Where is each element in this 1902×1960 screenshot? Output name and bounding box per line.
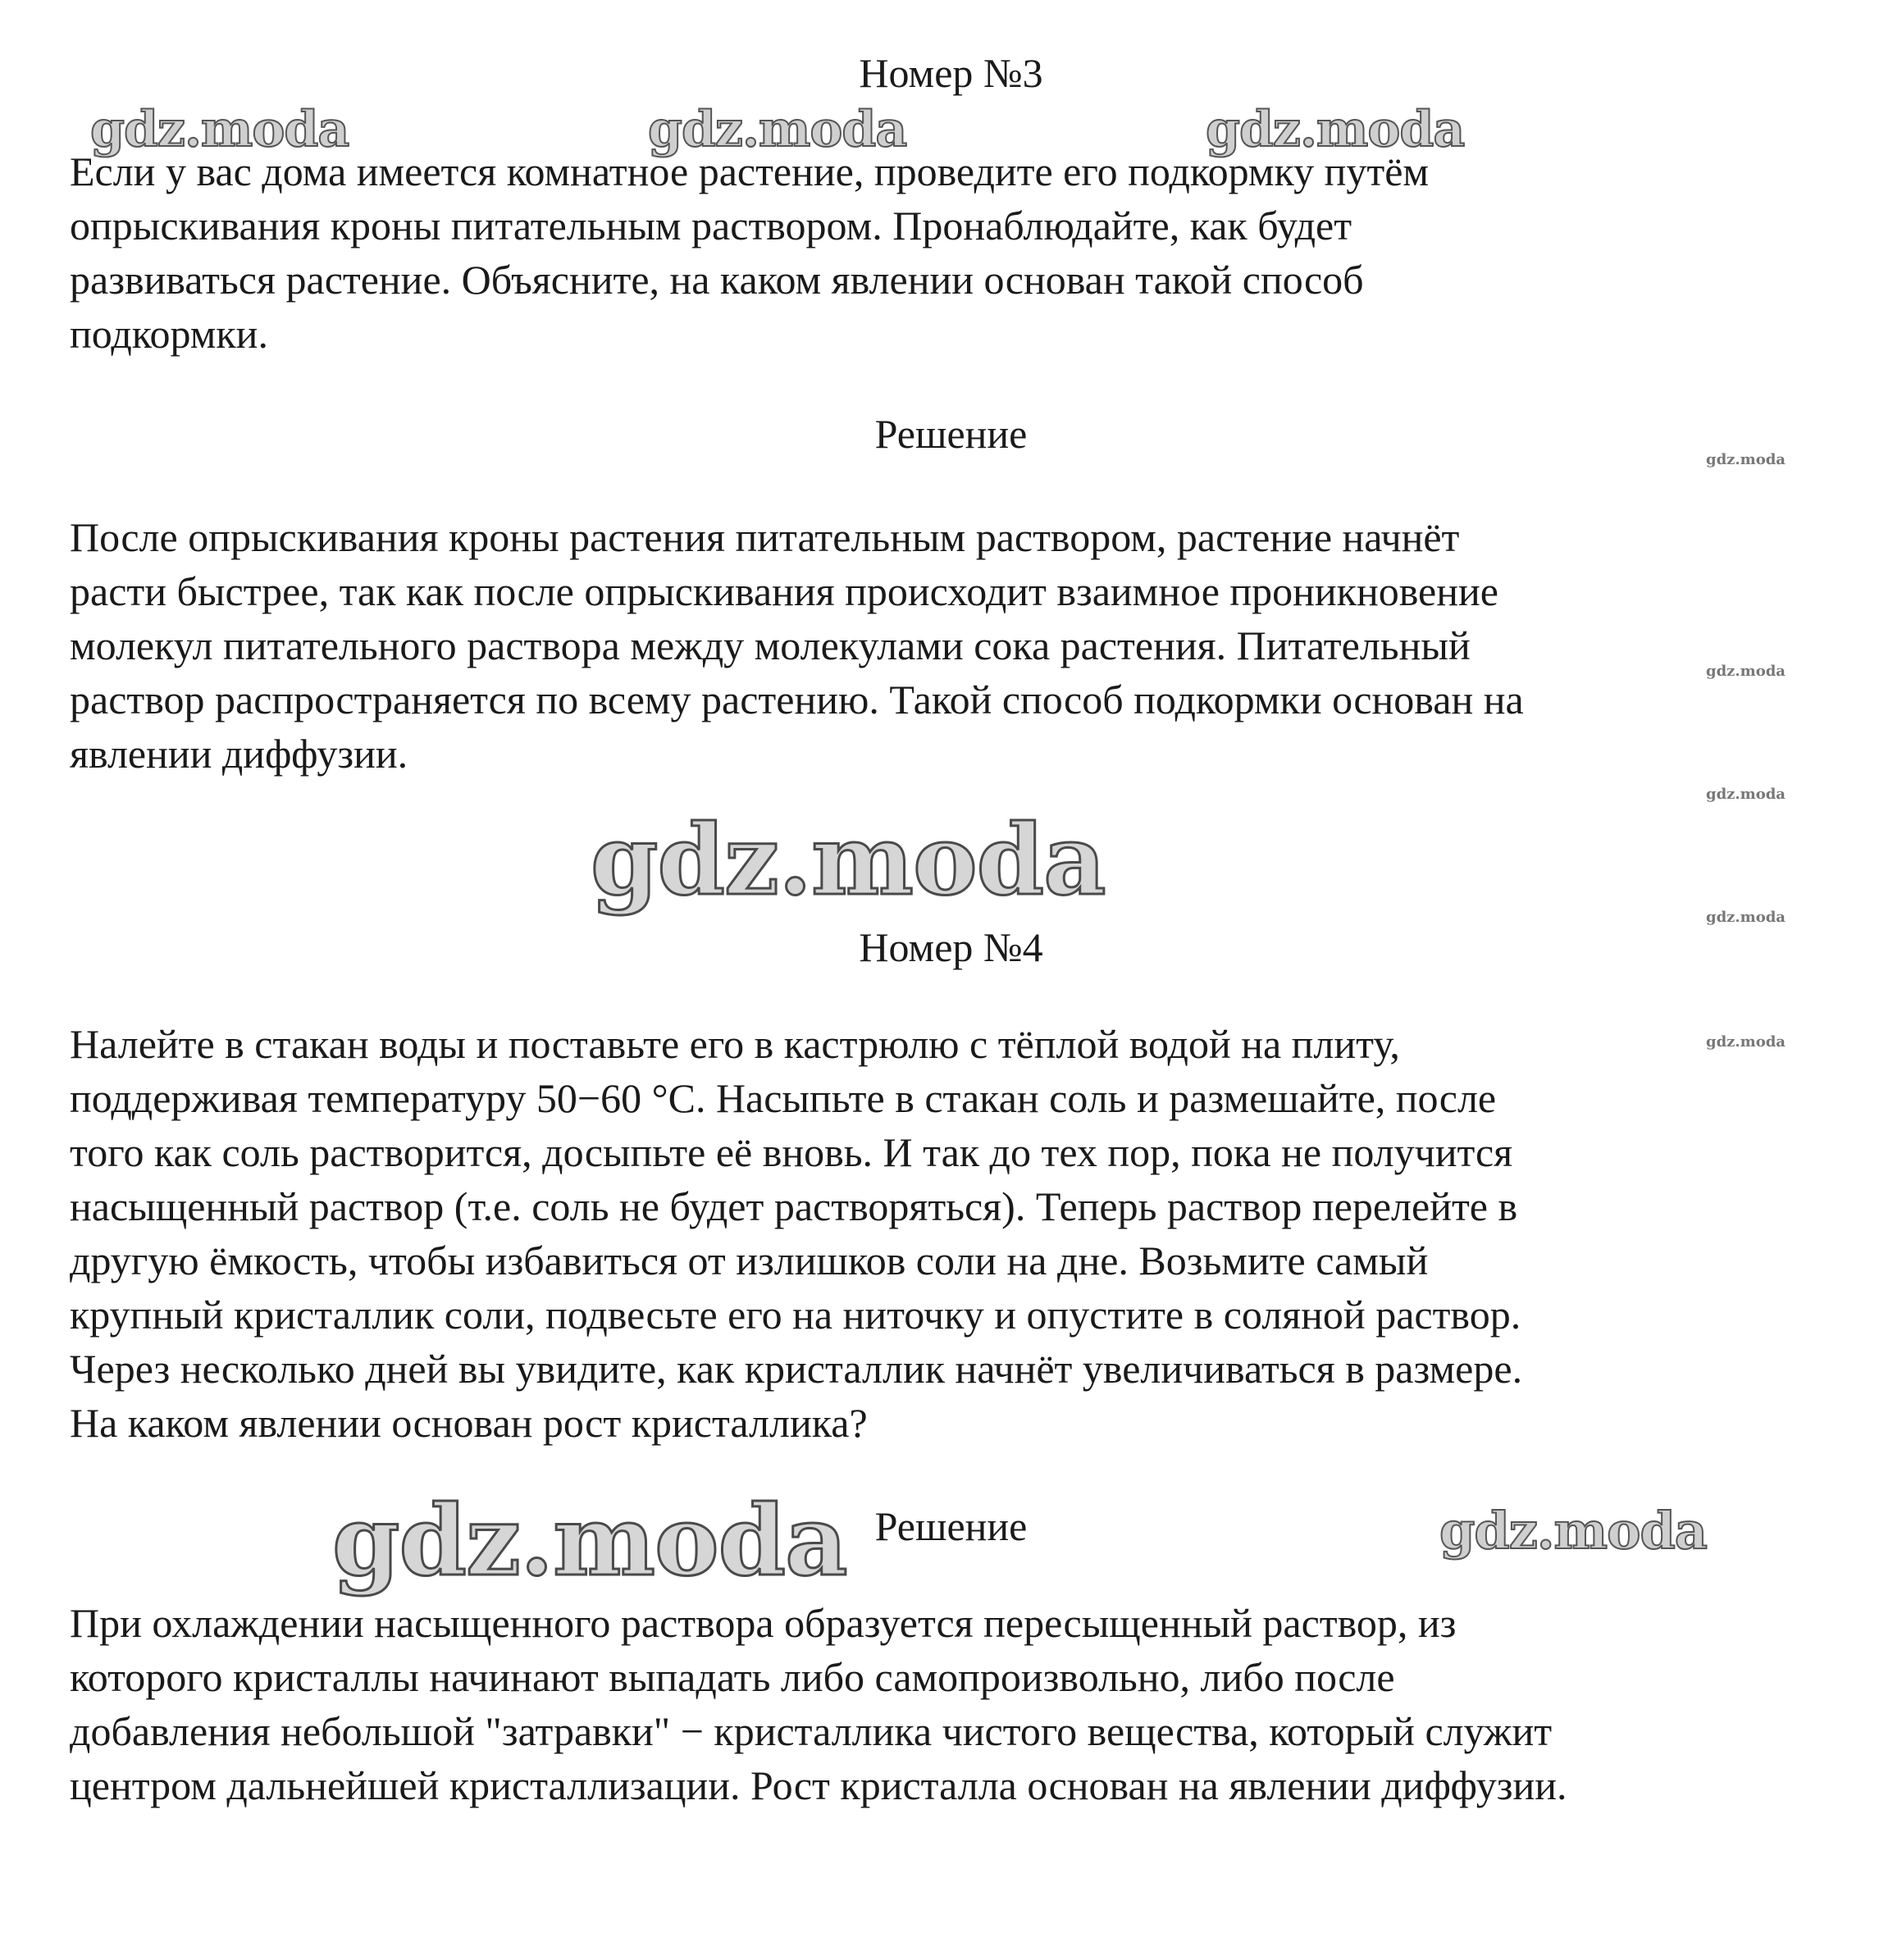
task-line: Если у вас дома имеется комнатное растение, проведите его подкормку путём [70,148,1430,194]
watermark-logo: gdz.moda [90,101,349,158]
section-4-solution-heading: Решение [874,1503,1028,1549]
solution-line: которого кристаллы начинают выпадать либо самопроизвольно, либо после [70,1654,1395,1700]
watermark-logo: gdz.moda [591,803,1106,917]
task-line: развиваться растение. Объясните, на каком явлении основан такой способ [70,257,1364,303]
task-line: подкормки. [70,311,268,357]
solution-line: добавления небольшой "затравки" − кристаллика чистого вещества, который служит [70,1708,1553,1754]
watermark-logo: gdz.moda [1706,1033,1786,1051]
section-4-heading: Номер №4 [859,924,1043,970]
section-4-task [70,1017,1874,1450]
solution-line: После опрыскивания кроны растения питательным раствором, растение начнёт [70,514,1460,560]
section-3-task [70,144,1874,361]
solution-line: центром дальнейшей кристаллизации. Рост кристалла основан на явлении диффузии. [70,1762,1567,1808]
section-3-solution-heading: Решение [874,411,1028,457]
task-line: На каком явлении основан рост кристаллика? [70,1400,868,1446]
watermark-logo: gdz.moda [1439,1501,1707,1561]
section-3-heading: Номер №3 [859,50,1043,96]
section-3-solution [70,510,1874,781]
task-line: Через несколько дней вы увидите, как кристаллик начнёт увеличиваться в размере. [70,1346,1523,1392]
watermark-logo: gdz.moda [1706,909,1786,926]
solution-line: молекул питательного раствора между молекулами сока растения. Питательный [70,622,1471,668]
task-line: насыщенный раствор (т.е. соль не будет растворяться). Теперь раствор перелейте в [70,1183,1518,1229]
task-line: крупный кристаллик соли, подвесьте его на ниточку и опустите в соляной раствор. [70,1292,1521,1338]
watermark-logo: gdz.moda [648,101,907,158]
task-line: поддерживая температуру 50−60 °С. Насыпьте в стакан соль и размешайте, после [70,1075,1497,1121]
task-line: того как соль растворится, досыпьте её вновь. И так до тех пор, пока не получится [70,1129,1513,1175]
section-4-solution [70,1596,1874,1812]
watermark-logo: gdz.moda [1706,451,1786,468]
solution-line: раствор распространяется по всему растению. Такой способ подкормки основан на [70,677,1524,722]
watermark-logo: gdz.moda [1706,786,1786,803]
watermark-logo: gdz.moda [332,1484,847,1598]
task-line: Налейте в стакан воды и поставьте его в кастрюлю с тёплой водой на плиту, [70,1021,1400,1067]
solution-line: расти быстрее, так как после опрыскивания происходит взаимное проникновение [70,568,1498,614]
watermark-logo: gdz.moda [1706,663,1786,680]
watermark-logo: gdz.moda [1206,101,1465,158]
task-line: опрыскивания кроны питательным раствором. Пронаблюдайте, как будет [70,203,1352,248]
task-line: другую ёмкость, чтобы избавиться от излишков соли на дне. Возьмите самый [70,1238,1429,1283]
solution-line: При охлаждении насыщенного раствора образуется пересыщенный раствор, из [70,1600,1457,1646]
solution-line: явлении диффузии. [70,731,408,777]
